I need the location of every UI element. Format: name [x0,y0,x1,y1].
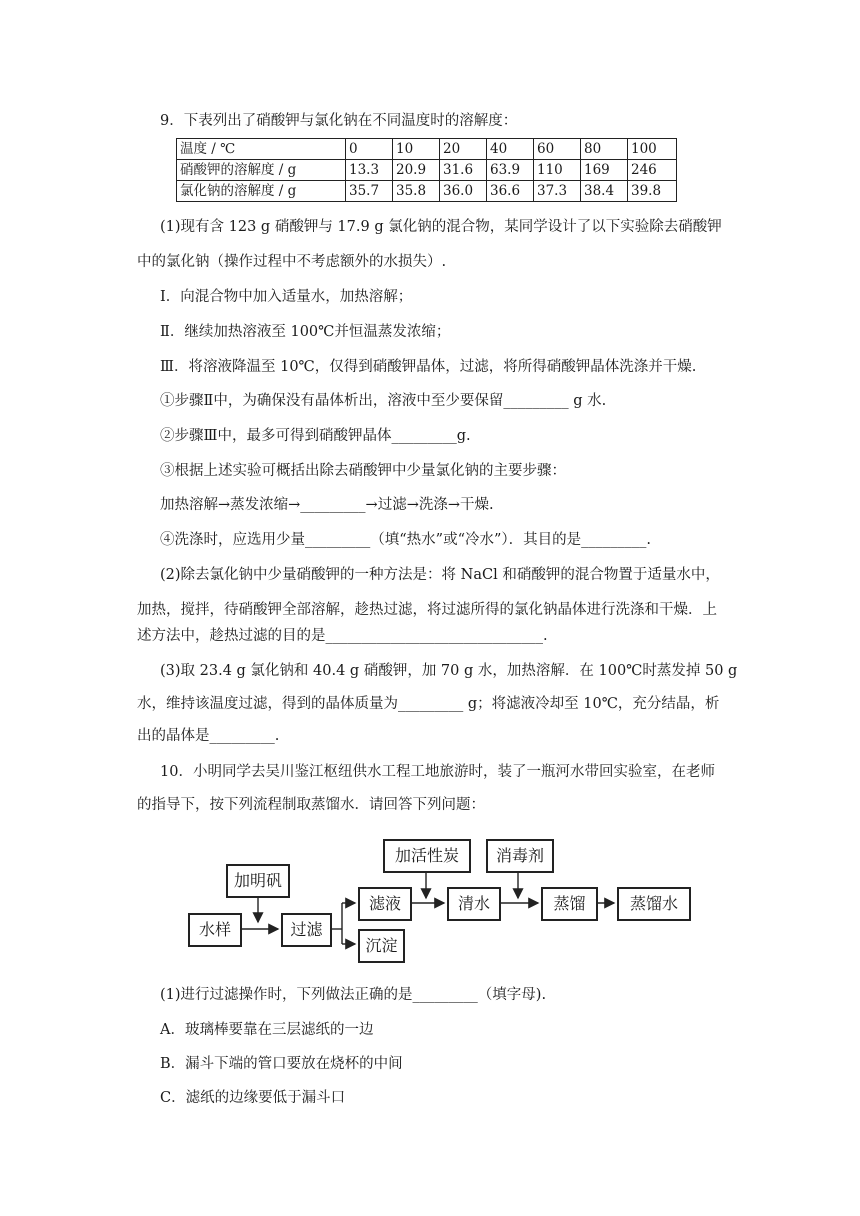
table-cell: 110 [534,160,581,181]
table-cell: 169 [581,160,628,181]
q9-part1-line1: (1)现有含 123 g 硝酸钾与 17.9 g 氯化钠的混合物，某同学设计了以下实验除去硝酸钾 [160,219,722,235]
table-cell: 80 [581,139,628,160]
table-cell: 20 [440,139,487,160]
q9-sub2: ②步骤Ⅲ中，最多可得到硝酸钾晶体_________g. [160,428,471,444]
table-cell: 35.7 [346,181,393,202]
q9-part3-line2: 水，维持该温度过滤，得到的晶体质量为_________ g；将滤液冷却至 10℃，充分结晶，析 [137,696,720,712]
q9-part2-line1: (2)除去氯化钠中少量硝酸钾的一种方法是：将 NaCl 和硝酸钾的混合物置于适量水中， [160,567,720,583]
table-cell: 0 [346,139,393,160]
table-cell: 39.8 [628,181,677,202]
table-cell: 37.3 [534,181,581,202]
q10-option-c: C．滤纸的边缘要低于漏斗口 [160,1090,346,1106]
q10-title-line2: 的指导下，按下列流程制取蒸馏水．请回答下列问题： [137,797,485,813]
table-cell: 13.3 [346,160,393,181]
flow-box-sample: 水样 [188,913,242,947]
q9-part2-line3: 述方法中，趁热过滤的目的是______________________________. [137,628,548,644]
q9-sub3: ③根据上述实验可概括出除去硝酸钾中少量氯化钠的主要步骤： [160,463,566,479]
table-cell: 63.9 [487,160,534,181]
flow-box-filter: 过滤 [281,913,332,947]
table-cell: 60 [534,139,581,160]
q9-sub1: ①步骤Ⅱ中，为确保没有晶体析出，溶液中至少要保留_________ g 水. [160,393,607,409]
table-cell: 38.4 [581,181,628,202]
flow-box-distill: 蒸馏 [541,887,598,921]
q9-sub4: ④洗涤时，应选用少量_________（填“热水”或“冷水”）．其目的是_________. [160,532,652,548]
table-cell: 36.0 [440,181,487,202]
table-cell: 硝酸钾的溶解度 / g [177,160,346,181]
q9-part1-line2: 中的氯化钠（操作过程中不考虑额外的水损失）. [137,254,447,270]
q9-part3-line1: (3)取 23.4 g 氯化钠和 40.4 g 硝酸钾，加 70 g 水，加热溶解．在 100℃时蒸发掉 50 g [160,663,738,679]
q9-step3: Ⅲ．将溶液降温至 10℃，仅得到硝酸钾晶体，过滤，将所得硝酸钾晶体洗涤并干燥. [160,359,697,375]
flow-box-clear-water: 清水 [447,887,501,921]
q10-title-line1: 10．小明同学去吴川鉴江枢纽供水工程工地旅游时，装了一瓶河水带回实验室，在老师 [160,764,715,780]
table-cell: 10 [393,139,440,160]
flow-box-filtrate: 滤液 [358,887,412,921]
table-cell: 100 [628,139,677,160]
table-cell: 40 [487,139,534,160]
q9-part2-line2: 加热，搅拌，待硝酸钾全部溶解，趁热过滤，将过滤所得的氯化钠晶体进行洗涤和干燥．上 [137,602,717,618]
flow-box-add-alum: 加明矾 [226,864,290,898]
q9-step2: Ⅱ．继续加热溶液至 100℃并恒温蒸发浓缩； [160,324,451,340]
q9-title: 9．下表列出了硝酸钾与氯化钠在不同温度时的溶解度： [160,113,518,129]
flow-box-precipitate: 沉淀 [358,929,405,963]
q9-sub3-flow: 加热溶解→蒸发浓缩→_________→过滤→洗涤→干燥. [160,497,494,513]
q10-option-b: B．漏斗下端的管口要放在烧杯的中间 [160,1056,403,1072]
table-cell: 35.8 [393,181,440,202]
flow-box-disinfectant: 消毒剂 [486,839,554,873]
q10-option-a: A．玻璃棒要靠在三层滤纸的一边 [160,1022,374,1038]
flow-box-distilled-water: 蒸馏水 [617,887,691,921]
table-cell: 36.6 [487,181,534,202]
q10-part1: (1)进行过滤操作时，下列做法正确的是_________（填字母). [160,987,547,1003]
table-cell: 31.6 [440,160,487,181]
q9-step1: Ⅰ．向混合物中加入适量水，加热溶解； [160,289,413,305]
table-cell: 20.9 [393,160,440,181]
table-cell: 246 [628,160,677,181]
table-cell: 氯化钠的溶解度 / g [177,181,346,202]
table-cell: 温度 / ℃ [177,139,346,160]
flow-box-add-carbon: 加活性炭 [383,839,471,873]
q9-part3-line3: 出的晶体是_________. [137,728,280,744]
